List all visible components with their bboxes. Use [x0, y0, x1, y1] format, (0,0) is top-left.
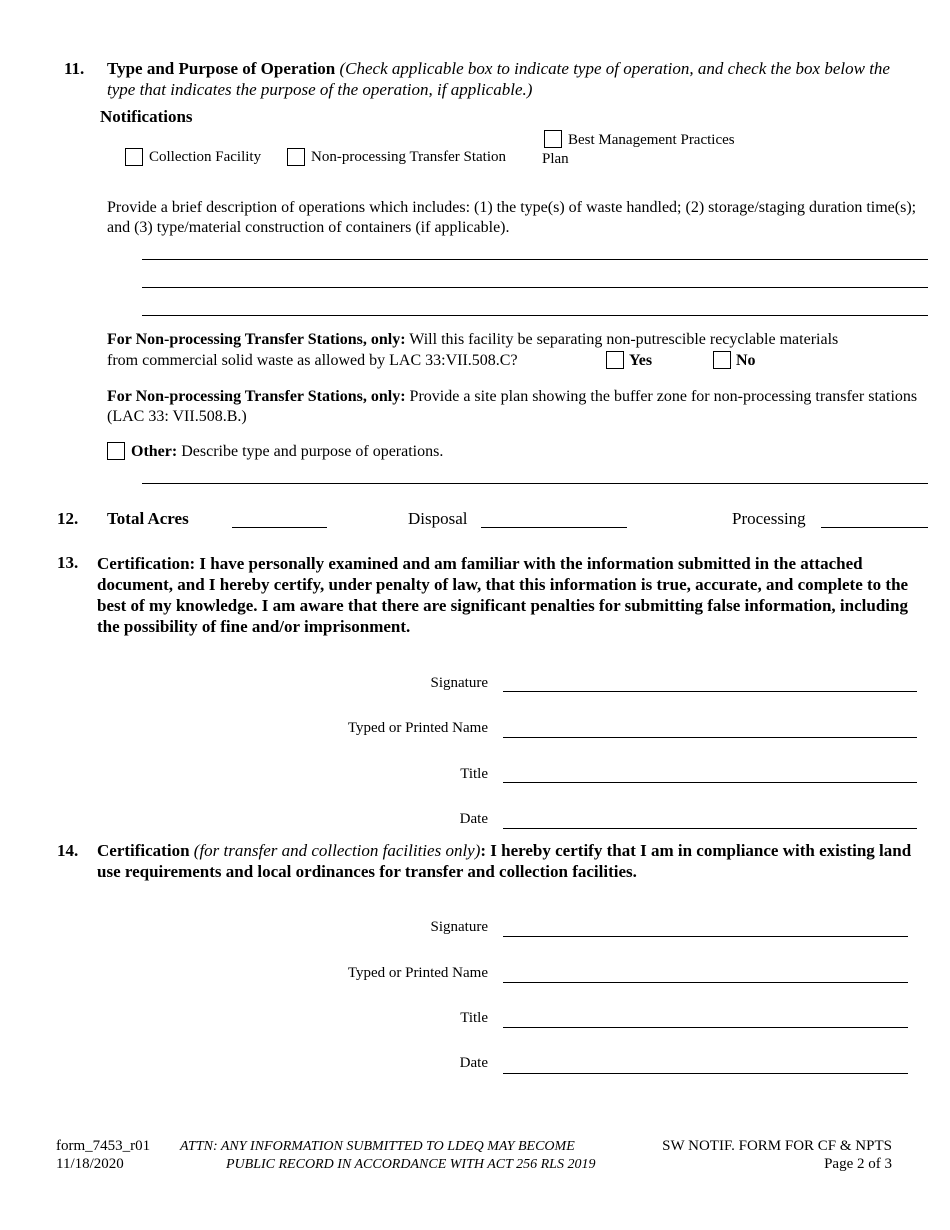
section-13-signature-label: Signature — [430, 675, 488, 691]
total-acres-field[interactable] — [232, 527, 327, 528]
disposal-field[interactable] — [481, 527, 627, 528]
collection-facility-checkbox[interactable] — [125, 148, 143, 166]
no-checkbox[interactable] — [713, 351, 731, 369]
nps-separation-question-lead: For Non-processing Transfer Stations, only: — [107, 331, 406, 348]
best-management-practices-label: Best Management Practices — [568, 132, 735, 148]
section-13-name-label: Typed or Printed Name — [347, 720, 488, 736]
section-14-date-field[interactable] — [503, 1073, 908, 1074]
section-11-number: 11. — [64, 59, 85, 78]
section-13-signature-field[interactable] — [503, 691, 917, 692]
other-checkbox[interactable] — [107, 442, 125, 460]
yes-label: Yes — [629, 352, 653, 369]
nonprocessing-transfer-station-checkbox[interactable] — [287, 148, 305, 166]
footer-attn-line-2: PUBLIC RECORD IN ACCORDANCE WITH ACT 256 RLS 2019 — [226, 1157, 596, 1172]
nps-separation-question-line-2: from commercial solid waste as allowed by LAC 33:VII.508.C? — [107, 352, 518, 369]
section-14-certification-text — [97, 840, 917, 882]
description-instructions: Provide a brief description of operations which includes: (1) the type(s) of waste handled; (2) storage/staging duration time(s); and (3) type/material construction of containers (if applicable). — [107, 199, 917, 236]
best-management-practices-checkbox[interactable] — [544, 130, 562, 148]
section-11-title: Type and Purpose of Operation — [107, 59, 336, 78]
footer-page-number: Page 2 of 3 — [824, 1156, 892, 1172]
processing-label: Processing — [732, 509, 806, 528]
notifications-heading: Notifications — [100, 107, 193, 126]
section-14-date-label: Date — [459, 1055, 488, 1071]
processing-field[interactable] — [821, 527, 928, 528]
section-14-name-label: Typed or Printed Name — [347, 965, 488, 981]
section-14-lead: Certification — [97, 841, 190, 860]
best-management-practices-plan-label: Plan — [542, 151, 569, 167]
other-option — [131, 442, 443, 462]
section-11-instructions: (Check applicable box to indicate type of operation, and check the box below the type that indicates the purpose of the operation, if applicable.) — [107, 59, 890, 99]
section-13-certification-text: Certification: I have personally examined and am familiar with the information submitted in the attached document, and I hereby certify, under penalty of law, that this information is true, accurate, and complete to the best of my knowledge. I am aware that there are significant penalties for submitting false information, including the possibility of fine and/or imprisonment. — [97, 554, 909, 636]
section-13-name-field[interactable] — [503, 737, 917, 738]
nps-separation-question — [107, 330, 838, 350]
section-14-title-label: Title — [460, 1010, 488, 1026]
description-line-1[interactable] — [142, 259, 928, 260]
description-line-2[interactable] — [142, 287, 928, 288]
section-13-date-field[interactable] — [503, 828, 917, 829]
section-14-title-field[interactable] — [503, 1027, 908, 1028]
other-description-field[interactable] — [142, 483, 928, 484]
nps-site-plan-text: Provide a site plan showing the buffer zone for non-processing transfer stations (LAC 33: VII.508.B.) — [107, 388, 918, 425]
section-14-number: 14. — [57, 841, 79, 860]
nps-site-plan-instructions — [107, 387, 927, 427]
section-13-title-field[interactable] — [503, 782, 917, 783]
section-14-scope: (for transfer and collection facilities only) — [193, 841, 481, 860]
section-13-number: 13. — [57, 553, 79, 572]
collection-facility-label: Collection Facility — [149, 149, 262, 165]
footer-form-name: SW NOTIF. FORM FOR CF & NPTS — [662, 1138, 892, 1154]
disposal-label: Disposal — [408, 509, 468, 528]
total-acres-label: Total Acres — [107, 509, 189, 528]
nonprocessing-transfer-station-label: Non-processing Transfer Station — [311, 149, 506, 165]
section-14-signature-label: Signature — [430, 919, 488, 935]
no-label: No — [736, 352, 756, 369]
nps-separation-question-text: Will this facility be separating non-putrescible recyclable materials — [409, 331, 839, 348]
section-14-name-field[interactable] — [503, 982, 908, 983]
footer-form-id: form_7453_r01 — [56, 1138, 151, 1154]
section-12-number: 12. — [57, 509, 79, 528]
section-14-signature-field[interactable] — [503, 936, 908, 937]
other-label: Other: — [131, 443, 178, 460]
description-line-3[interactable] — [142, 315, 928, 316]
yes-checkbox[interactable] — [606, 351, 624, 369]
section-14-statement: : I hereby certify that I am in compliance with existing land use requirements and local ordinances for transfer and collection facilities. — [97, 841, 912, 881]
footer-form-date: 11/18/2020 — [56, 1156, 124, 1172]
footer-attn-line-1: ATTN: ANY INFORMATION SUBMITTED TO LDEQ MAY BECOME — [180, 1139, 575, 1154]
other-description: Describe type and purpose of operations. — [181, 443, 444, 460]
section-13-date-label: Date — [459, 811, 488, 827]
section-13-title-label: Title — [460, 766, 488, 782]
section-11-heading — [107, 58, 907, 100]
nps-site-plan-lead: For Non-processing Transfer Stations, only: — [107, 388, 406, 405]
